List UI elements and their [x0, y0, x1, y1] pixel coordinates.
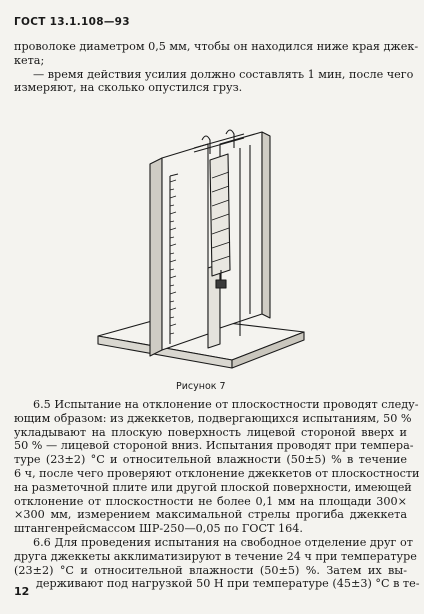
s65-line-2: ющим образом: из джеккетов, подвергающихся испытаниям, 50 %	[14, 411, 412, 425]
section-6-5-paragraph	[14, 398, 420, 536]
s65-line-1: 6.5 Испытание на отклонение от плоскостности проводят следу-	[33, 398, 419, 411]
section-6-6-paragraph	[14, 536, 420, 591]
s65-line-9: ×300 мм, измерением максимальной стрелы прогиба джеккета	[14, 508, 407, 522]
intro-line-1: проволоке диаметром 0,5 мм, чтобы он находился ниже края джек-	[14, 40, 419, 53]
s65-line-6: 6 ч, после чего проверяют отклонение джеккетов от плоскостности	[14, 466, 420, 480]
s65-line-3: укладывают на плоскую поверхность лицевой стороной вверх и	[14, 425, 407, 439]
test-apparatus-figure	[90, 118, 340, 380]
s65-line-10: штангенрейсмассом ШР-250—0,05 по ГОСТ 164.	[14, 522, 303, 536]
s65-line-5: туре (23±2) °С и относительной влажности (50±5) % в течение	[14, 453, 407, 467]
s65-line-8: отклонение от плоскостности не более 0,1 мм на площади 300×	[14, 494, 407, 508]
intro-line-4: измеряют, на сколько опустился груз.	[14, 81, 243, 95]
standard-header: ГОСТ 13.1.108—93	[14, 16, 130, 28]
intro-paragraph	[14, 40, 419, 95]
page-number: 12	[14, 585, 30, 598]
s66-line-4: держивают под нагрузкой 50 Н при температуре (45±3) °С в те-	[36, 577, 420, 591]
s66-line-2: друга джеккеты акклиматизируют в течение 24 ч при температуре	[14, 549, 417, 563]
s66-line-3: (23±2) °С и относительной влажности (50±5) %. Затем их вы-	[14, 563, 407, 577]
figure-caption: Рисунок 7	[176, 381, 226, 392]
intro-line-2: кета;	[14, 53, 45, 67]
s66-line-1: 6.6 Для проведения испытания на свободное отделение друг от	[33, 536, 413, 549]
intro-line-3: — время действия усилия должно составлять 1 мин, после чего	[33, 67, 414, 81]
s65-line-7: на разметочной плите или другой плоской поверхности, имеющей	[14, 480, 412, 494]
s65-line-4: 50 % — лицевой стороной вниз. Испытания проводят при темпера-	[14, 439, 414, 453]
